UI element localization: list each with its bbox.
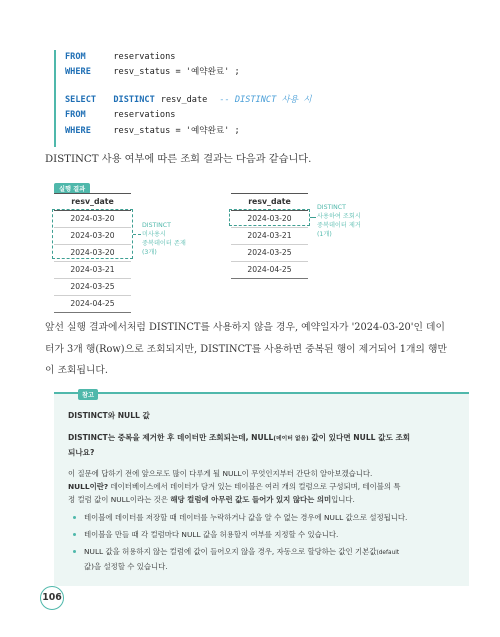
annotation-without-distinct: DISTINCT 미사용시 중복데이터 존재 (3개) (142, 222, 186, 256)
sql-text: resv_date (160, 94, 208, 105)
list-item: 테이블에 데이터를 저장할 때 데이터를 누락하거나 값을 알 수 없는 경우에 NULL 값으로 설정됩니다. (68, 511, 460, 524)
table-row: 2024-03-20 (231, 211, 308, 228)
table-row: 2024-04-25 (54, 296, 131, 313)
sql-keyword: SELECT (65, 94, 97, 105)
table-row: 2024-03-20 (54, 211, 131, 228)
sql-comment: -- DISTINCT 사용 시 (219, 94, 312, 105)
list-item: 테이블을 만들 때 각 컬럼마다 NULL 값을 허용할지 여부를 지정할 수 있습니다. (68, 528, 460, 541)
result-badge: 실행 결과 (54, 183, 90, 194)
note-body: 이 질문에 답하기 전에 앞으로도 많이 다루게 될 NULL이 무엇인지부터 간단히 알아보겠습니다. NULL이란? 데이터베이스에서 데이터가 담겨 있는 테이블은 여러 개의 컬럼으로 구성되며, 테이블의 특 정 컬럼 값이 NULL이라는 것은 해당 컬럼에 아무런 값도 들어가 있지 않다는 의미입니다. (68, 469, 401, 504)
table-header: resv_date (54, 193, 131, 211)
body-sentence: DISTINCT 사용 여부에 따른 조회 결과는 다음과 같습니다. (45, 154, 312, 165)
table-row: 2024-03-20 (54, 245, 131, 262)
explanation-paragraph (45, 317, 460, 382)
annotation-connector (310, 217, 316, 218)
annotation-with-distinct: DISTINCT 사용하여 조회시 중복데이터 제거 (1개) (317, 204, 361, 238)
list-item: NULL 값을 허용하지 않는 컬럼에 값이 들어오지 않을 경우, 자동으로 할당하는 값인 기본값(default 값)을 설정할 수 있습니다. (68, 545, 460, 573)
reference-note-box (54, 392, 469, 586)
sql-text: reservations (113, 110, 176, 121)
paragraph-line: 앞선 실행 결과에서처럼 DISTINCT를 사용하지 않을 경우, 예약일자가 '2024-03-20'인 데이 (45, 322, 445, 333)
table-row: 2024-03-21 (231, 228, 308, 245)
paragraph-line: 이 조회됩니다. (45, 365, 109, 376)
code-line (65, 50, 454, 65)
sql-keyword: FROM (65, 52, 86, 62)
sql-keyword: FROM (65, 110, 86, 121)
table-row: 2024-03-25 (231, 245, 308, 262)
table-header: resv_date (231, 193, 308, 211)
code-line (65, 93, 454, 108)
sql-text: resv_status = '예약완료' ; (113, 67, 240, 78)
note-question: DISTINCT는 중복을 제거한 후 데이터만 조회되는데, NULL(데이터 없음) 값이 있다면 NULL 값도 조회 되나요? (68, 433, 411, 457)
table-row: 2024-04-25 (231, 262, 308, 279)
code-line (65, 108, 454, 123)
table-row: 2024-03-25 (54, 279, 131, 296)
code-line (65, 65, 454, 80)
duplicate-highlight-box (52, 209, 133, 259)
sql-keyword: DISTINCT (113, 94, 155, 105)
note-tag: 참고 (78, 389, 98, 400)
note-bullet-list (68, 511, 460, 577)
table-row: 2024-03-20 (54, 228, 131, 245)
paragraph-line: 터가 3개 행(Row)으로 조회되지만, DISTINCT를 사용하면 중복된 행이 제거되어 1개의 행만 (45, 343, 447, 355)
deduplicated-highlight-box (229, 209, 310, 226)
annotation-connector (133, 234, 141, 235)
sql-text: resv_status = '예약완료' ; (113, 125, 240, 136)
note-title: DISTINCT와 NULL 값 (68, 411, 150, 420)
sql-keyword: WHERE (65, 67, 91, 78)
sql-keyword: WHERE (65, 125, 91, 136)
table-row: 2024-03-21 (54, 262, 131, 279)
sql-code-block (54, 50, 454, 147)
code-line (65, 124, 454, 139)
page-number: 106 (40, 586, 64, 610)
result-table-with-distinct (231, 193, 308, 279)
sql-text: reservations (113, 52, 176, 62)
